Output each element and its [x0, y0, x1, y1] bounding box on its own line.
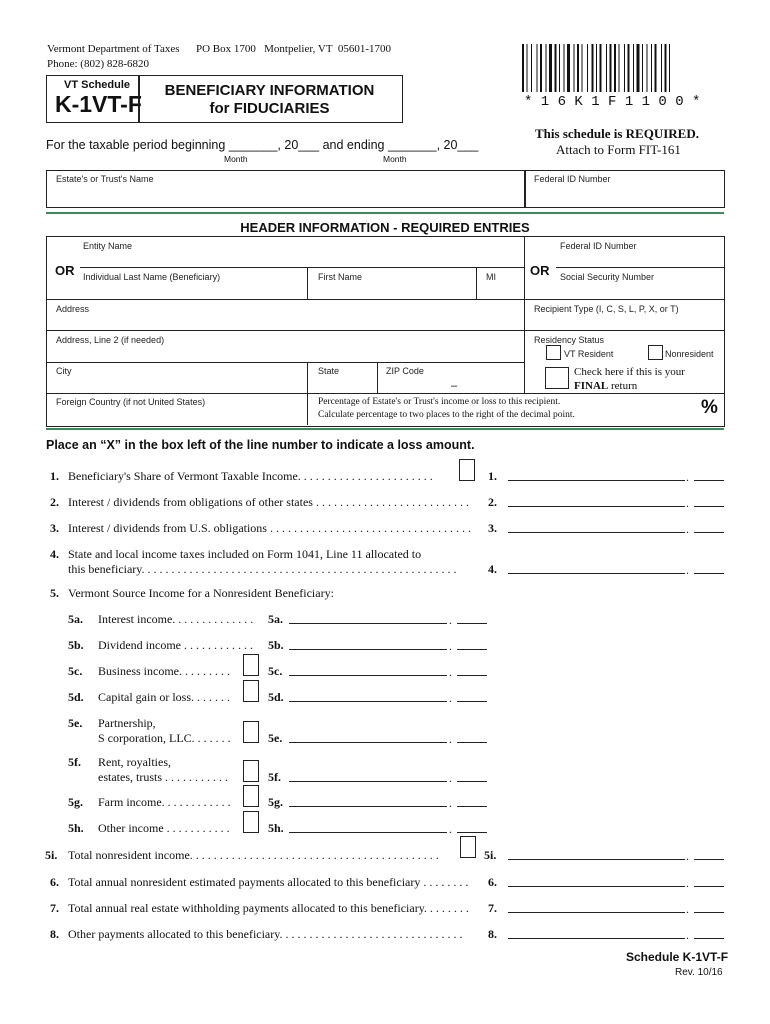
line-5b-amount-cents[interactable] — [457, 649, 487, 650]
barcode-bar — [614, 44, 616, 92]
line-7-amount-decimal: . — [686, 902, 689, 916]
barcode-bar — [531, 44, 532, 92]
line-5h-loss-checkbox[interactable] — [243, 811, 259, 833]
barcode-bar — [655, 44, 657, 92]
barcode-bar — [592, 44, 594, 92]
line-5d-amount-dollars[interactable] — [289, 701, 447, 702]
barcode-bar — [619, 44, 620, 92]
line-6-amount-dollars[interactable] — [508, 886, 685, 887]
line-5d-amount-cents[interactable] — [457, 701, 487, 702]
line-number: 4. — [50, 547, 59, 561]
line-6-amount-decimal: . — [686, 876, 689, 890]
line-5e-amount-decimal: . — [449, 732, 452, 746]
barcode-bar — [587, 44, 588, 92]
line-5c-amount-dollars[interactable] — [289, 675, 447, 676]
line-4-amount-dollars[interactable] — [508, 573, 685, 574]
or-label-left: OR — [55, 263, 75, 278]
line-3-amount-cents[interactable] — [694, 532, 724, 533]
subline-description: Other income . . . . . . . . . . . — [98, 821, 230, 835]
line-5g-amount-cents[interactable] — [457, 806, 487, 807]
line-8-amount-dollars[interactable] — [508, 938, 685, 939]
subline-ref: 5a. — [268, 612, 283, 626]
barcode-bar — [582, 44, 583, 92]
or-label-right: OR — [530, 263, 550, 278]
subline-number: 5e. — [68, 716, 83, 730]
address-label: Address — [56, 304, 90, 314]
mi-label: MI — [486, 272, 496, 282]
vt-resident-label: VT Resident — [564, 349, 614, 359]
line-5h-amount-decimal: . — [449, 822, 452, 836]
divider-top — [46, 212, 724, 214]
line-5g-amount-dollars[interactable] — [289, 806, 447, 807]
subline-description: Interest income. . . . . . . . . . . . . . — [98, 612, 254, 626]
nonresident-label: Nonresident — [665, 349, 714, 359]
barcode-bar — [522, 44, 524, 92]
line-5c-amount-cents[interactable] — [457, 675, 487, 676]
footer-rev: Rev. 10/16 — [675, 967, 723, 978]
barcode-text: * 1 6 K 1 F 1 1 0 0 * — [524, 94, 701, 110]
barcode-bar — [637, 44, 640, 92]
subline-ref: 5e. — [268, 731, 283, 745]
line-number: 6. — [50, 875, 59, 889]
line-2-amount-cents[interactable] — [694, 506, 724, 507]
vt-resident-checkbox[interactable] — [546, 345, 561, 360]
line-5a-amount-decimal: . — [449, 613, 452, 627]
required-notice: This schedule is REQUIRED. — [535, 126, 699, 141]
barcode-bar — [642, 44, 643, 92]
subline-number: 5f. — [68, 755, 81, 769]
subline-number: 5b. — [68, 638, 84, 652]
line-number: 5i. — [45, 848, 58, 862]
barcode-bar — [577, 44, 579, 92]
last-name-label: Individual Last Name (Beneficiary) — [83, 272, 221, 282]
line-5f-amount-dollars[interactable] — [289, 781, 447, 782]
line-2-amount-decimal: . — [686, 496, 689, 510]
barcode-bar — [624, 44, 625, 92]
line-description: Total annual real estate withholding payments allocated to this beneficiary. . . . . . . . — [68, 901, 469, 915]
barcode-bar — [574, 44, 575, 92]
residency-status-label: Residency Status — [534, 335, 605, 345]
barcode-bar — [549, 44, 552, 92]
line-5c-loss-checkbox[interactable] — [243, 654, 259, 676]
line-5h-amount-dollars[interactable] — [289, 832, 447, 833]
line-5f-loss-checkbox[interactable] — [243, 760, 259, 782]
line-ref: 4. — [488, 562, 497, 576]
barcode-bar — [651, 44, 652, 92]
line-description: Interest / dividends from obligations of other states . . . . . . . . . . . . . . . . . . . . . . . . . . — [68, 495, 469, 509]
line-2-amount-dollars[interactable] — [508, 506, 685, 507]
final-bold: FINAL — [574, 380, 609, 392]
barcode — [522, 44, 722, 94]
line-5h-amount-cents[interactable] — [457, 832, 487, 833]
barcode-bar — [647, 44, 648, 92]
taxable-period: For the taxable period beginning _______, 20___ and ending _______, 20___ — [46, 138, 479, 152]
subline-description: Farm income. . . . . . . . . . . . — [98, 795, 231, 809]
agency-address: PO Box 1700 Montpelier, VT 05601-1700 — [196, 43, 392, 55]
line-5b-amount-decimal: . — [449, 639, 452, 653]
line-5a-amount-cents[interactable] — [457, 623, 487, 624]
subline-description-cont: estates, trusts . . . . . . . . . . . — [98, 770, 228, 784]
barcode-bar — [567, 44, 570, 92]
schedule-code: K-1VT-F — [55, 91, 142, 117]
line-ref: 2. — [488, 495, 497, 509]
line-4-amount-decimal: . — [686, 563, 689, 577]
section-title: HEADER INFORMATION - REQUIRED ENTRIES — [240, 220, 530, 235]
line-5e-amount-cents[interactable] — [457, 742, 487, 743]
line-5d-amount-decimal: . — [449, 691, 452, 705]
subline-number: 5c. — [68, 664, 83, 678]
barcode-bar — [665, 44, 667, 92]
percent-symbol: % — [701, 397, 718, 418]
line-3-amount-dollars[interactable] — [508, 532, 685, 533]
line-8-amount-cents[interactable] — [694, 938, 724, 939]
subline-ref: 5f. — [268, 770, 281, 784]
line-number: 8. — [50, 927, 59, 941]
line-number: 3. — [50, 521, 59, 535]
line-description: Vermont Source Income for a Nonresident Beneficiary: — [68, 586, 334, 600]
subline-number: 5g. — [68, 795, 83, 809]
subline-ref: 5g. — [268, 795, 283, 809]
line-1-loss-checkbox[interactable] — [459, 459, 475, 481]
subline-ref: 5c. — [268, 664, 283, 678]
line-description: Total annual nonresident estimated payments allocated to this beneficiary . . . . . . . . — [68, 875, 469, 889]
barcode-bar — [546, 44, 547, 92]
barcode-bar — [633, 44, 634, 92]
entity-name-label: Entity Name — [83, 241, 133, 251]
line-4-amount-cents[interactable] — [694, 573, 724, 574]
nonresident-checkbox[interactable] — [648, 345, 663, 360]
line-number: 2. — [50, 495, 59, 509]
final-rest: return — [608, 380, 638, 392]
loss-instruction: Place an “X” in the box left of the line number to indicate a loss amount. — [46, 438, 475, 452]
subline-ref: 5d. — [268, 690, 284, 704]
barcode-bar — [600, 44, 602, 92]
line-description: Other payments allocated to this beneficiary. . . . . . . . . . . . . . . . . . . . . . . . . . . . . . . — [68, 927, 463, 941]
final-return-text-1: Check here if this is your — [574, 366, 685, 378]
line-5b-amount-dollars[interactable] — [289, 649, 447, 650]
barcode-bar — [555, 44, 557, 92]
agency-phone: Phone: (802) 828-6820 — [47, 58, 150, 70]
final-return-checkbox[interactable] — [545, 367, 569, 389]
line-description-cont: this beneficiary. . . . . . . . . . . . . . . . . . . . . . . . . . . . . . . . . . . . . . . . . . . . . . . . . . . . . — [68, 562, 457, 576]
form-title-line1: BENEFICIARY INFORMATION — [164, 82, 375, 99]
line-number: 7. — [50, 901, 59, 915]
line-number: 1. — [50, 469, 59, 483]
line-5g-amount-decimal: . — [449, 796, 452, 810]
line-5e-amount-dollars[interactable] — [289, 742, 447, 743]
line-ref: 1. — [488, 469, 497, 483]
address2-label: Address, Line 2 (if needed) — [56, 335, 165, 345]
subline-description: Dividend income . . . . . . . . . . . . — [98, 638, 253, 652]
line-8-amount-decimal: . — [686, 928, 689, 942]
line-5i-amount-decimal: . — [686, 849, 689, 863]
line-7-amount-dollars[interactable] — [508, 912, 685, 913]
attach-notice: Attach to Form FIT-161 — [556, 142, 681, 157]
barcode-bar — [661, 44, 662, 92]
barcode-bar — [610, 44, 612, 92]
line-number: 5. — [50, 586, 59, 600]
city-label: City — [56, 366, 72, 376]
line-ref: 6. — [488, 875, 497, 889]
line-1-amount-dollars[interactable] — [508, 480, 685, 481]
month-label-end: Month — [383, 154, 407, 164]
subline-description: Partnership, — [98, 716, 156, 730]
schedule-small-label: VT Schedule — [64, 79, 131, 91]
subline-ref: 5h. — [268, 821, 284, 835]
subline-description: Rent, royalties, — [98, 755, 171, 769]
line-ref: 5i. — [484, 848, 497, 862]
line-5i-amount-cents[interactable] — [694, 859, 724, 860]
barcode-bar — [596, 44, 597, 92]
subline-ref: 5b. — [268, 638, 284, 652]
line-ref: 3. — [488, 521, 497, 535]
divider-bottom — [46, 428, 724, 430]
estate-federal-id-label: Federal ID Number — [534, 174, 611, 184]
line-5c-amount-decimal: . — [449, 665, 452, 679]
estate-name-label: Estate's or Trust's Name — [56, 174, 154, 184]
zip-dash: – — [451, 380, 458, 392]
percentage-text-1: Percentage of Estate's or Trust's income or loss to this recipient. — [318, 397, 561, 407]
line-5g-loss-checkbox[interactable] — [243, 785, 259, 807]
barcode-bar — [564, 44, 565, 92]
recipient-type-label: Recipient Type (I, C, S, L, P, X, or T) — [534, 304, 679, 314]
line-description: Beneficiary's Share of Vermont Taxable Income. . . . . . . . . . . . . . . . . . . . . . . — [68, 469, 433, 483]
subline-number: 5d. — [68, 690, 84, 704]
line-5i-amount-dollars[interactable] — [508, 859, 685, 860]
line-6-amount-cents[interactable] — [694, 886, 724, 887]
agency-name: Vermont Department of Taxes — [47, 43, 180, 55]
ssn-label: Social Security Number — [560, 272, 655, 282]
barcode-bar — [606, 44, 607, 92]
line-5a-amount-dollars[interactable] — [289, 623, 447, 624]
line-description: State and local income taxes included on Form 1041, Line 11 allocated to — [68, 547, 422, 561]
line-5e-loss-checkbox[interactable] — [243, 721, 259, 743]
subline-number: 5a. — [68, 612, 83, 626]
line-5i-loss-checkbox[interactable] — [460, 836, 476, 858]
footer-schedule: Schedule K-1VT-F — [626, 950, 729, 964]
barcode-bar — [628, 44, 630, 92]
barcode-bar — [669, 44, 670, 92]
foreign-country-label: Foreign Country (if not United States) — [56, 397, 206, 407]
final-return-text-2 — [574, 380, 637, 392]
zip-label: ZIP Code — [386, 366, 424, 376]
form-title-line2: for FIDUCIARIES — [209, 100, 330, 117]
line-ref: 7. — [488, 901, 497, 915]
subline-number: 5h. — [68, 821, 84, 835]
subline-description: Business income. . . . . . . . . — [98, 664, 230, 678]
line-ref: 8. — [488, 927, 497, 941]
subline-description-cont: S corporation, LLC. . . . . . . — [98, 731, 231, 745]
barcode-bar — [537, 44, 538, 92]
line-description: Interest / dividends from U.S. obligations . . . . . . . . . . . . . . . . . . . . . . . . . . . . . . . . . . — [68, 521, 471, 535]
line-3-amount-decimal: . — [686, 522, 689, 536]
line-5d-loss-checkbox[interactable] — [243, 680, 259, 702]
state-label: State — [318, 366, 340, 376]
line-1-amount-decimal: . — [686, 470, 689, 484]
line-7-amount-cents[interactable] — [694, 912, 724, 913]
subline-description: Capital gain or loss. . . . . . . — [98, 690, 230, 704]
barcode-bar — [527, 44, 528, 92]
line-1-amount-cents[interactable] — [694, 480, 724, 481]
barcode-bar — [540, 44, 542, 92]
first-name-label: First Name — [318, 272, 363, 282]
month-label-begin: Month — [224, 154, 248, 164]
section-federal-id-label: Federal ID Number — [560, 241, 637, 251]
line-5f-amount-cents[interactable] — [457, 781, 487, 782]
line-description: Total nonresident income. . . . . . . . . . . . . . . . . . . . . . . . . . . . . . . . . . . . . . . . . . — [68, 848, 439, 862]
percentage-text-2: Calculate percentage to two places to the right of the decimal point. — [318, 410, 575, 420]
line-5f-amount-decimal: . — [449, 771, 452, 785]
barcode-bar — [559, 44, 560, 92]
